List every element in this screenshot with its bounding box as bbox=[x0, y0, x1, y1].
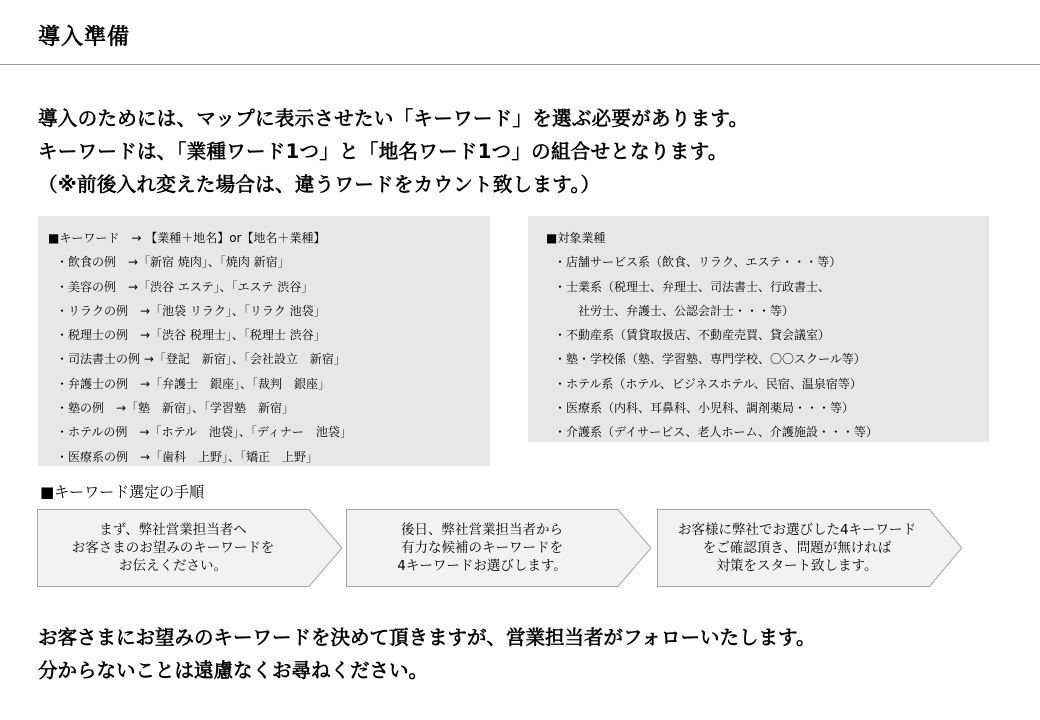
keyword-example-row: ・弁護士の例 →「弁護士 銀座」、「裁判 銀座」 bbox=[56, 376, 331, 391]
procedure-step-1 bbox=[37, 509, 343, 587]
closing-line: 分からないことは遠慮なくお尋ねください。 bbox=[38, 659, 429, 682]
industry-row-continuation: 社労士、弁護士、公認会計士・・・等） bbox=[578, 303, 795, 318]
step-line: お伝えください。 bbox=[119, 558, 227, 574]
step-line: 後日、弊社営業担当者から bbox=[401, 522, 563, 538]
keyword-example-row: ・ホテルの例 →「ホテル 池袋」、「ディナー 池袋」 bbox=[56, 425, 352, 440]
industry-row: ・店舗サービス系（飲食、リラク、エステ・・・等） bbox=[554, 255, 842, 270]
step-line: 4キーワードお選びします。 bbox=[397, 558, 567, 574]
closing-line: お客さまにお望みのキーワードを決めて頂きますが、営業担当者がフォローいたします。 bbox=[38, 626, 816, 649]
keyword-example-row: ・税理士の例 →「渋谷 税理士」、「税理士 渋谷」 bbox=[56, 328, 326, 343]
industry-row: ・不動産系（賃貸取扱店、不動産売買、貸会議室） bbox=[554, 328, 831, 343]
step-line: 対策をスタート致します。 bbox=[716, 558, 878, 574]
intro-line: 導入のためには、マップに表示させたい「キーワード」を選ぶ必要があります。 bbox=[38, 107, 749, 130]
procedure-step-3 bbox=[657, 509, 963, 587]
keyword-example-row: ・塾の例 →「塾 新宿」、「学習塾 新宿」 bbox=[56, 401, 295, 416]
page-title: 導入準備 bbox=[38, 25, 131, 50]
step-line: お客様に弊社でお選びした4キーワード bbox=[677, 522, 917, 538]
keyword-example-row: ・司法書士の例 →「登記 新宿」、「会社設立 新宿」 bbox=[56, 352, 346, 367]
step-line: お客さまのお望みのキーワードを bbox=[71, 540, 275, 556]
keyword-example-row: ・リラクの例 →「池袋 リラク」、「リラク 池袋」 bbox=[56, 303, 326, 318]
keyword-example-row: ・飲食の例 →「新宿 焼肉」、「焼肉 新宿」 bbox=[56, 255, 290, 270]
procedure-steps bbox=[37, 509, 977, 587]
target-industries-heading: ■対象業種 bbox=[546, 231, 606, 245]
procedure-heading: ■キーワード選定の手順 bbox=[40, 483, 205, 501]
step-line: をご確認頂き、問題が無ければ bbox=[702, 540, 892, 556]
keyword-examples-heading: ■キーワード → 【業種＋地名】or【地名＋業種】 bbox=[48, 231, 326, 245]
intro-line: キーワードは、「業種ワード1つ」と「地名ワード1つ」の組合せとなります。 bbox=[38, 140, 728, 163]
procedure-step-2 bbox=[346, 509, 652, 587]
procedure-step-text bbox=[37, 509, 309, 587]
step-line: 有力な候補のキーワードを bbox=[401, 540, 563, 556]
industry-row: ・塾・学校係（塾、学習塾、専門学校、〇〇スクール等） bbox=[554, 352, 866, 367]
intro-line: （※前後入れ変えた場合は、違うワードをカウント致します。） bbox=[38, 173, 601, 196]
keyword-example-row: ・美容の例 →「渋谷 エステ」、「エステ 渋谷」 bbox=[56, 279, 314, 294]
procedure-step-text bbox=[657, 509, 937, 587]
intro-text bbox=[38, 102, 748, 201]
industry-row: ・医療系（内科、耳鼻科、小児科、調剤薬局・・・等） bbox=[554, 401, 855, 416]
keyword-examples-panel bbox=[38, 216, 490, 466]
target-industries-panel bbox=[528, 216, 989, 442]
step-line: まず、弊社営業担当者へ bbox=[99, 522, 247, 538]
industry-row: ・士業系（税理士、弁理士、司法書士、行政書士、 bbox=[554, 279, 831, 294]
industry-row: ・介護系（デイサービス、老人ホーム、介護施設・・・等） bbox=[554, 425, 878, 440]
industry-row: ・ホテル系（ホテル、ビジネスホテル、民宿、温泉宿等） bbox=[554, 376, 862, 391]
closing-text bbox=[38, 621, 815, 687]
keyword-example-row: ・医療系の例 →「歯科 上野」、「矯正 上野」 bbox=[56, 449, 319, 464]
title-divider bbox=[0, 64, 1040, 65]
procedure-step-text bbox=[346, 509, 618, 587]
